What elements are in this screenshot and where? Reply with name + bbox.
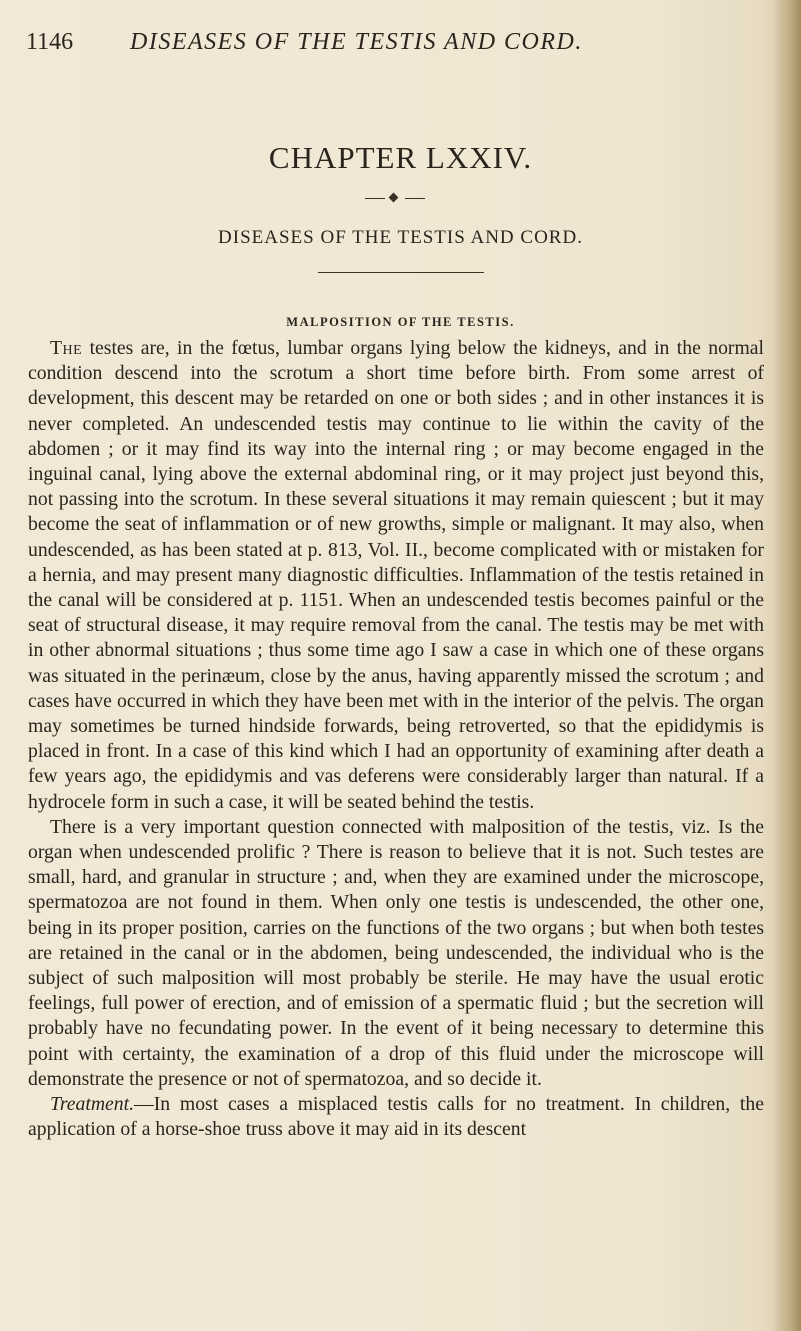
page-number: 1146 — [26, 29, 74, 55]
paragraph-3-text: —In most cases a misplaced testis calls for no treatment. In children, the application of a horse-shoe truss above it may aid in its descent — [28, 1093, 764, 1141]
page-edge-shadow — [773, 0, 801, 1331]
paragraph-lead-word: The — [50, 337, 83, 359]
paragraph-1-text: testes are, in the fœtus, lumbar organs lying below the kidneys, and in the normal condition descend into the scrotum a short time before birth. From some arrest of development, this descent may be retarded on one or both sides ; and in other instances it is never completed. An undescended testis may continue to lie within the cavity of the abdomen ; or it may find its way into the internal ring ; or may become engaged in the inguinal canal, lying above the external abdominal ring, or it may project just beyond this, not passing into the scrotum. In these several situations it may remain quiescent ; but it may become the seat of inflammation or of new growths, simple or malignant. It may also, when undescended, as has been stated at p. 813, Vol. II., become complicated with or mistaken for a hernia, and may present many diagnostic difficulties. Inflammation of the testis retained in the canal will be considered at p. 1151. When an undescended testis becomes painful or the seat of structural disease, it may require removal from the canal. The testis may be met with in other abnormal situations ; thus some time ago I saw a case in which one of these organs was situated in the perinæum, close by the anus, having apparently missed the scrotum ; and cases have occurred in which they have been met with in the interior of the pelvis. The organ may sometimes be turned hindside forwards, being retroverted, so that the epididymis is placed in front. In a case of this kind which I had an opportunity of examining after death a few years ago, the epididymis and vas deferens were considerably larger than natural. If a hydrocele form in such a case, it will be seated behind the testis. — [28, 337, 764, 813]
chapter-title: CHAPTER LXXIV. — [268, 140, 533, 175]
subsection-title: MALPOSITION OF THE TESTIS. — [286, 315, 515, 329]
running-title: DISEASES OF THE TESTIS AND CORD. — [130, 29, 583, 55]
ornament-divider — [365, 194, 425, 204]
paragraph-3 — [28, 1092, 764, 1142]
running-head — [26, 24, 766, 60]
paragraph-2: There is a very important question connected with malposition of the testis, viz. Is the organ when undescended prolific ? There is reason to believe that it is not. Such testes are small, hard, and granular in structure ; and, when they are examined under the microscope, spermatozoa are not found in them. When only one testis is undescended, the other one, being in its proper position, carries on the functions of the two organs ; but when both testes are retained in the canal or in the abdomen, being undescended, the individual who is the subject of such malposition will most probably be sterile. He may have the usual erotic feelings, full power of erection, and of emission of a spermatic fluid ; but the secretion will probably have no fecundating power. In the event of it being necessary to determine this point with certainty, the examination of a drop of this fluid under the microscope will demonstrate the presence or not of spermatozoa, and so decide it. — [28, 815, 764, 1090]
body-text — [28, 336, 764, 1143]
paragraph-1 — [28, 336, 764, 815]
section-title: DISEASES OF THE TESTIS AND CORD. — [218, 227, 583, 248]
horizontal-rule — [318, 272, 484, 273]
treatment-heading: Treatment. — [50, 1093, 135, 1116]
